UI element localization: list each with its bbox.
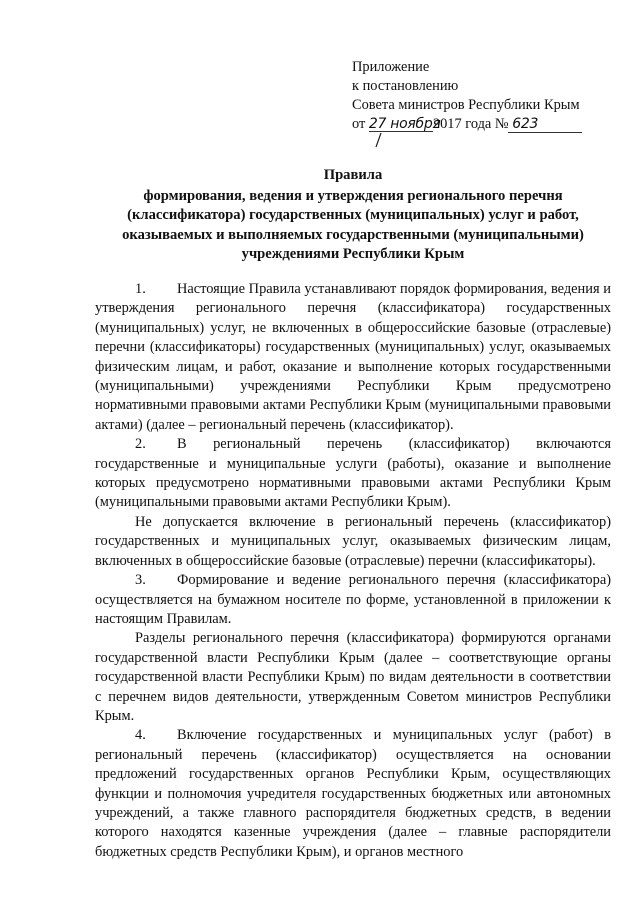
appendix-header: [352, 58, 580, 134]
paragraph-text: Разделы регионального перечня (классификатора) формируются органами государственной власти Республики Крым (далее – соответствующие органы государственной власти Республики Крым) по видам деятельности в соответствии с перечнем видов деятельности, утвержденным Советом министров Республики Крым.: [95, 630, 611, 724]
appendix-line-1: Приложение: [352, 59, 430, 75]
paragraph-4: [95, 726, 611, 862]
paragraph-number: 4.: [135, 727, 146, 744]
handwritten-number: 623: [512, 115, 568, 134]
handwritten-date: 27 ноября: [368, 116, 441, 132]
title-line-4: оказываемых и выполняемых государственными (муниципальными): [122, 226, 584, 243]
document-title: [95, 166, 611, 265]
paragraph-text: В региональный перечень (классификатор) включаются государственные и муниципальные услуги (работы), оказание и выполнение которых предусмотрено нормативными правовыми актами Республики Крым (муниципальными правовыми актами Республики Крым).: [95, 436, 611, 511]
paragraph-3-continued: [95, 629, 611, 726]
paragraph-text: Настоящие Правила устанавливают порядок формирования, ведения и утверждения регионального перечня (классификатора) государственных (муниципальных) услуг, не включенных в общероссийские базовые (отраслевые) перечни (классификаторы) государственных (муниципальных) услуг, оказываемых физическим лицам, и работ, оказание и выполнение которых государственными (муниципальными) учреждениями Республики Крым предусмотрено нормативными правовыми актами Республики Крым (муниципальными правовыми актами) (далее – региональный перечень (классификатор).: [95, 281, 611, 433]
appendix-line-3: Совета министров Республики Крым: [352, 97, 580, 113]
document-body: [95, 280, 611, 862]
paragraph-number: 2.: [135, 436, 146, 453]
paragraph-text: Не допускается включение в региональный перечень (классификатор) государственных и муниципальных услуг, оказываемых физическим лицам, включенных в общероссийские базовые (отраслевые) перечни (классификаторы).: [95, 513, 611, 569]
title-line-3: (классификатора) государственных (муниципальных) услуг и работ,: [127, 207, 579, 223]
appendix-line-2: к постановлению: [352, 78, 459, 94]
date-suffix: 2017 года №: [432, 116, 509, 132]
title-line-1: Правила: [323, 167, 383, 183]
paragraph-text: Включение государственных и муниципальных услуг (работ) в региональный перечень (классификатор) осуществляется на основании предложений государственных органов Республики Крым, осуществляющих функции и полномочия учредителя государственных бюджетных или автономных учреждений, а также главного распорядителя бюджетных средств, в ведении которого находятся казенные учреждения (далее – главные распорядители бюджетных средств Республики Крым), и органов местного: [95, 727, 611, 860]
paragraph-1: [95, 280, 611, 435]
paragraph-2: [95, 435, 611, 513]
paragraph-number: 1.: [135, 281, 146, 297]
appendix-date-line: [352, 115, 580, 134]
date-prefix: от: [352, 116, 366, 132]
title-line-5: учреждениями Республики Крым: [241, 246, 465, 262]
paragraph-number: 3.: [135, 572, 146, 589]
paragraph-3: [95, 571, 611, 629]
paragraph-2-continued: [95, 513, 611, 571]
paragraph-text: Формирование и ведение регионального перечня (классификатора) осуществляется на бумажном носителе по форме, установленной в приложении к настоящим Правилам.: [95, 572, 611, 627]
title-line-2: формирования, ведения и утверждения регионального перечня: [143, 187, 563, 204]
pen-stroke-mark: [372, 132, 386, 148]
